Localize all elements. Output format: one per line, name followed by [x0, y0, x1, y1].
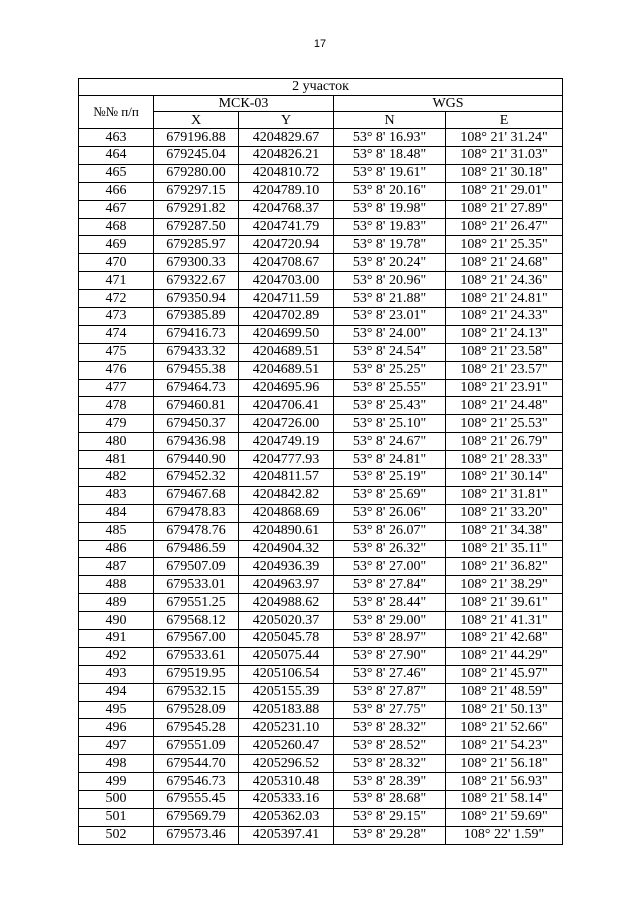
cell-msk-y: 4204842.82: [239, 486, 334, 504]
cell-wgs-e: 108° 21' 23.58": [446, 343, 563, 361]
cell-wgs-n: 53° 8' 19.98": [334, 200, 446, 218]
cell-wgs-n: 53° 8' 25.43": [334, 397, 446, 415]
cell-wgs-e: 108° 21' 23.91": [446, 379, 563, 397]
cell-point-number: 486: [79, 540, 154, 558]
header-y: Y: [239, 112, 334, 129]
table-row: [79, 630, 563, 648]
cell-msk-y: 4205045.78: [239, 630, 334, 648]
cell-wgs-e: 108° 21' 31.03": [446, 146, 563, 164]
cell-msk-x: 679532.15: [154, 683, 239, 701]
cell-msk-x: 679544.70: [154, 755, 239, 773]
cell-wgs-n: 53° 8' 24.67": [334, 433, 446, 451]
table-row: [79, 594, 563, 612]
header-msk-group: МСК-03: [154, 95, 334, 112]
cell-wgs-n: 53° 8' 26.06": [334, 504, 446, 522]
cell-wgs-e: 108° 21' 39.61": [446, 594, 563, 612]
cell-msk-x: 679196.88: [154, 129, 239, 147]
table-row: [79, 791, 563, 809]
cell-msk-y: 4205296.52: [239, 755, 334, 773]
cell-msk-x: 679300.33: [154, 254, 239, 272]
cell-wgs-e: 108° 21' 48.59": [446, 683, 563, 701]
cell-msk-y: 4205333.16: [239, 791, 334, 809]
cell-msk-x: 679416.73: [154, 325, 239, 343]
cell-msk-y: 4205397.41: [239, 826, 334, 844]
cell-msk-x: 679450.37: [154, 415, 239, 433]
cell-wgs-e: 108° 21' 59.69": [446, 808, 563, 826]
cell-msk-x: 679350.94: [154, 290, 239, 308]
table-row: [79, 683, 563, 701]
cell-wgs-n: 53° 8' 28.32": [334, 755, 446, 773]
cell-wgs-n: 53° 8' 19.83": [334, 218, 446, 236]
cell-msk-x: 679436.98: [154, 433, 239, 451]
cell-msk-y: 4204789.10: [239, 182, 334, 200]
cell-msk-y: 4204695.96: [239, 379, 334, 397]
cell-wgs-e: 108° 21' 30.18": [446, 164, 563, 182]
cell-point-number: 464: [79, 146, 154, 164]
cell-wgs-n: 53° 8' 24.81": [334, 451, 446, 469]
cell-point-number: 484: [79, 504, 154, 522]
cell-wgs-e: 108° 21' 45.97": [446, 665, 563, 683]
cell-msk-y: 4204936.39: [239, 558, 334, 576]
cell-point-number: 499: [79, 773, 154, 791]
table-row: [79, 826, 563, 844]
table-row: [79, 146, 563, 164]
cell-wgs-e: 108° 21' 23.57": [446, 361, 563, 379]
cell-msk-y: 4204768.37: [239, 200, 334, 218]
cell-wgs-n: 53° 8' 20.16": [334, 182, 446, 200]
cell-wgs-n: 53° 8' 29.00": [334, 612, 446, 630]
table-row: [79, 504, 563, 522]
cell-point-number: 474: [79, 325, 154, 343]
table-row: [79, 236, 563, 254]
table-row: [79, 647, 563, 665]
page-number: 17: [313, 38, 327, 50]
cell-msk-y: 4204711.59: [239, 290, 334, 308]
table-row: [79, 755, 563, 773]
cell-wgs-n: 53° 8' 27.84": [334, 576, 446, 594]
cell-wgs-e: 108° 21' 36.82": [446, 558, 563, 576]
table-row: [79, 182, 563, 200]
table-row: [79, 415, 563, 433]
cell-point-number: 496: [79, 719, 154, 737]
table-row: [79, 164, 563, 182]
cell-msk-x: 679297.15: [154, 182, 239, 200]
cell-wgs-n: 53° 8' 28.32": [334, 719, 446, 737]
table-row: [79, 290, 563, 308]
cell-msk-y: 4204826.21: [239, 146, 334, 164]
table-row: [79, 272, 563, 290]
cell-wgs-n: 53° 8' 28.39": [334, 773, 446, 791]
cell-wgs-n: 53° 8' 24.00": [334, 325, 446, 343]
table-row: [79, 129, 563, 147]
cell-wgs-e: 108° 21' 34.38": [446, 522, 563, 540]
cell-wgs-n: 53° 8' 18.48": [334, 146, 446, 164]
cell-msk-y: 4204811.57: [239, 468, 334, 486]
cell-wgs-n: 53° 8' 27.46": [334, 665, 446, 683]
cell-wgs-n: 53° 8' 27.87": [334, 683, 446, 701]
cell-wgs-e: 108° 21' 31.81": [446, 486, 563, 504]
cell-msk-y: 4204706.41: [239, 397, 334, 415]
table-row: [79, 361, 563, 379]
header-row-groups: [79, 95, 563, 112]
cell-wgs-e: 108° 21' 42.68": [446, 630, 563, 648]
cell-point-number: 472: [79, 290, 154, 308]
cell-msk-y: 4204868.69: [239, 504, 334, 522]
table-row: [79, 343, 563, 361]
cell-point-number: 500: [79, 791, 154, 809]
cell-wgs-e: 108° 21' 24.33": [446, 307, 563, 325]
cell-wgs-e: 108° 21' 25.35": [446, 236, 563, 254]
cell-wgs-n: 53° 8' 28.52": [334, 737, 446, 755]
cell-wgs-n: 53° 8' 23.01": [334, 307, 446, 325]
cell-wgs-n: 53° 8' 26.32": [334, 540, 446, 558]
cell-point-number: 494: [79, 683, 154, 701]
cell-point-number: 463: [79, 129, 154, 147]
cell-msk-x: 679545.28: [154, 719, 239, 737]
cell-msk-x: 679568.12: [154, 612, 239, 630]
table-row: [79, 451, 563, 469]
cell-wgs-n: 53° 8' 27.75": [334, 701, 446, 719]
cell-wgs-n: 53° 8' 27.00": [334, 558, 446, 576]
header-wgs-group: WGS: [334, 95, 563, 112]
table-row: [79, 307, 563, 325]
cell-msk-y: 4204708.67: [239, 254, 334, 272]
header-e: E: [446, 112, 563, 129]
cell-msk-y: 4204699.50: [239, 325, 334, 343]
cell-point-number: 488: [79, 576, 154, 594]
cell-point-number: 475: [79, 343, 154, 361]
cell-msk-x: 679455.38: [154, 361, 239, 379]
cell-wgs-e: 108° 21' 24.68": [446, 254, 563, 272]
cell-wgs-e: 108° 22' 1.59": [446, 826, 563, 844]
cell-wgs-n: 53° 8' 28.97": [334, 630, 446, 648]
cell-msk-y: 4205260.47: [239, 737, 334, 755]
cell-wgs-e: 108° 21' 56.93": [446, 773, 563, 791]
table-body: [79, 129, 563, 845]
cell-wgs-e: 108° 21' 56.18": [446, 755, 563, 773]
cell-msk-x: 679287.50: [154, 218, 239, 236]
cell-point-number: 476: [79, 361, 154, 379]
table-row: [79, 558, 563, 576]
cell-msk-y: 4204689.51: [239, 361, 334, 379]
cell-msk-x: 679546.73: [154, 773, 239, 791]
cell-msk-x: 679280.00: [154, 164, 239, 182]
cell-point-number: 473: [79, 307, 154, 325]
table-row: [79, 665, 563, 683]
cell-point-number: 498: [79, 755, 154, 773]
cell-msk-x: 679460.81: [154, 397, 239, 415]
cell-point-number: 477: [79, 379, 154, 397]
table-row: [79, 200, 563, 218]
cell-msk-x: 679291.82: [154, 200, 239, 218]
cell-wgs-n: 53° 8' 19.78": [334, 236, 446, 254]
cell-msk-x: 679569.79: [154, 808, 239, 826]
cell-point-number: 483: [79, 486, 154, 504]
cell-wgs-e: 108° 21' 52.66": [446, 719, 563, 737]
cell-msk-x: 679507.09: [154, 558, 239, 576]
cell-wgs-n: 53° 8' 20.24": [334, 254, 446, 272]
cell-msk-y: 4205155.39: [239, 683, 334, 701]
cell-msk-x: 679519.95: [154, 665, 239, 683]
table-row: [79, 576, 563, 594]
table-row: [79, 218, 563, 236]
cell-wgs-n: 53° 8' 19.61": [334, 164, 446, 182]
cell-point-number: 478: [79, 397, 154, 415]
cell-msk-y: 4204741.79: [239, 218, 334, 236]
cell-wgs-n: 53° 8' 25.55": [334, 379, 446, 397]
cell-wgs-n: 53° 8' 26.07": [334, 522, 446, 540]
cell-msk-x: 679464.73: [154, 379, 239, 397]
cell-wgs-e: 108° 21' 24.81": [446, 290, 563, 308]
cell-wgs-e: 108° 21' 24.48": [446, 397, 563, 415]
header-x: X: [154, 112, 239, 129]
cell-msk-x: 679533.61: [154, 647, 239, 665]
cell-msk-y: 4205020.37: [239, 612, 334, 630]
cell-msk-y: 4205183.88: [239, 701, 334, 719]
cell-msk-x: 679467.68: [154, 486, 239, 504]
cell-msk-y: 4204904.32: [239, 540, 334, 558]
cell-wgs-e: 108° 21' 44.29": [446, 647, 563, 665]
header-row-section: [79, 79, 563, 96]
table-header: [79, 79, 563, 129]
cell-msk-x: 679573.46: [154, 826, 239, 844]
cell-point-number: 485: [79, 522, 154, 540]
cell-msk-x: 679486.59: [154, 540, 239, 558]
table-row: [79, 773, 563, 791]
cell-wgs-n: 53° 8' 24.54": [334, 343, 446, 361]
cell-msk-y: 4204703.00: [239, 272, 334, 290]
cell-msk-y: 4205075.44: [239, 647, 334, 665]
cell-wgs-n: 53° 8' 25.25": [334, 361, 446, 379]
table-row: [79, 397, 563, 415]
table-row: [79, 522, 563, 540]
cell-point-number: 466: [79, 182, 154, 200]
cell-point-number: 489: [79, 594, 154, 612]
cell-msk-y: 4204689.51: [239, 343, 334, 361]
cell-msk-x: 679322.67: [154, 272, 239, 290]
cell-wgs-n: 53° 8' 20.96": [334, 272, 446, 290]
cell-msk-y: 4204988.62: [239, 594, 334, 612]
cell-point-number: 467: [79, 200, 154, 218]
cell-msk-y: 4204963.97: [239, 576, 334, 594]
cell-msk-x: 679533.01: [154, 576, 239, 594]
cell-wgs-n: 53° 8' 25.69": [334, 486, 446, 504]
table-row: [79, 737, 563, 755]
cell-msk-x: 679555.45: [154, 791, 239, 809]
cell-msk-y: 4205231.10: [239, 719, 334, 737]
cell-msk-x: 679478.83: [154, 504, 239, 522]
table-row: [79, 719, 563, 737]
cell-msk-y: 4204726.00: [239, 415, 334, 433]
cell-point-number: 480: [79, 433, 154, 451]
cell-msk-y: 4204829.67: [239, 129, 334, 147]
table-row: [79, 486, 563, 504]
cell-msk-y: 4204777.93: [239, 451, 334, 469]
cell-wgs-e: 108° 21' 27.89": [446, 200, 563, 218]
table-row: [79, 379, 563, 397]
cell-wgs-e: 108° 21' 54.23": [446, 737, 563, 755]
cell-point-number: 492: [79, 647, 154, 665]
cell-wgs-n: 53° 8' 29.28": [334, 826, 446, 844]
table-row: [79, 540, 563, 558]
cell-wgs-e: 108° 21' 33.20": [446, 504, 563, 522]
cell-point-number: 493: [79, 665, 154, 683]
cell-wgs-n: 53° 8' 25.10": [334, 415, 446, 433]
table-row: [79, 612, 563, 630]
cell-wgs-n: 53° 8' 28.44": [334, 594, 446, 612]
cell-wgs-n: 53° 8' 28.68": [334, 791, 446, 809]
cell-wgs-e: 108° 21' 41.31": [446, 612, 563, 630]
cell-msk-x: 679551.25: [154, 594, 239, 612]
cell-point-number: 481: [79, 451, 154, 469]
cell-msk-y: 4204810.72: [239, 164, 334, 182]
cell-point-number: 502: [79, 826, 154, 844]
cell-msk-x: 679452.32: [154, 468, 239, 486]
table-row: [79, 433, 563, 451]
cell-point-number: 491: [79, 630, 154, 648]
coordinates-table: [78, 78, 563, 845]
cell-msk-y: 4204702.89: [239, 307, 334, 325]
cell-wgs-e: 108° 21' 28.33": [446, 451, 563, 469]
cell-wgs-n: 53° 8' 16.93": [334, 129, 446, 147]
cell-msk-y: 4205362.03: [239, 808, 334, 826]
cell-msk-x: 679440.90: [154, 451, 239, 469]
table-row: [79, 808, 563, 826]
cell-point-number: 497: [79, 737, 154, 755]
cell-point-number: 501: [79, 808, 154, 826]
cell-msk-x: 679285.97: [154, 236, 239, 254]
cell-wgs-e: 108° 21' 24.13": [446, 325, 563, 343]
table-row: [79, 325, 563, 343]
cell-point-number: 468: [79, 218, 154, 236]
cell-wgs-n: 53° 8' 21.88": [334, 290, 446, 308]
header-n: N: [334, 112, 446, 129]
cell-wgs-e: 108° 21' 26.79": [446, 433, 563, 451]
cell-wgs-e: 108° 21' 29.01": [446, 182, 563, 200]
cell-msk-y: 4205106.54: [239, 665, 334, 683]
cell-point-number: 469: [79, 236, 154, 254]
cell-point-number: 482: [79, 468, 154, 486]
cell-wgs-n: 53° 8' 29.15": [334, 808, 446, 826]
cell-msk-x: 679478.76: [154, 522, 239, 540]
cell-point-number: 465: [79, 164, 154, 182]
cell-point-number: 490: [79, 612, 154, 630]
cell-point-number: 471: [79, 272, 154, 290]
cell-wgs-e: 108° 21' 26.47": [446, 218, 563, 236]
cell-wgs-n: 53° 8' 25.19": [334, 468, 446, 486]
cell-wgs-e: 108° 21' 30.14": [446, 468, 563, 486]
cell-point-number: 470: [79, 254, 154, 272]
cell-wgs-e: 108° 21' 35.11": [446, 540, 563, 558]
cell-wgs-e: 108° 21' 31.24": [446, 129, 563, 147]
cell-msk-x: 679567.00: [154, 630, 239, 648]
cell-msk-y: 4205310.48: [239, 773, 334, 791]
cell-wgs-n: 53° 8' 27.90": [334, 647, 446, 665]
table-row: [79, 254, 563, 272]
cell-wgs-e: 108° 21' 50.13": [446, 701, 563, 719]
header-point-number: №№ п/п: [79, 95, 154, 128]
cell-point-number: 495: [79, 701, 154, 719]
cell-msk-y: 4204720.94: [239, 236, 334, 254]
cell-wgs-e: 108° 21' 38.29": [446, 576, 563, 594]
cell-msk-y: 4204890.61: [239, 522, 334, 540]
cell-wgs-e: 108° 21' 58.14": [446, 791, 563, 809]
table-row: [79, 468, 563, 486]
cell-msk-x: 679245.04: [154, 146, 239, 164]
cell-wgs-e: 108° 21' 24.36": [446, 272, 563, 290]
cell-point-number: 487: [79, 558, 154, 576]
section-title: 2 участок: [79, 79, 563, 96]
cell-msk-x: 679528.09: [154, 701, 239, 719]
cell-msk-x: 679551.09: [154, 737, 239, 755]
cell-msk-x: 679433.32: [154, 343, 239, 361]
cell-msk-x: 679385.89: [154, 307, 239, 325]
cell-msk-y: 4204749.19: [239, 433, 334, 451]
cell-wgs-e: 108° 21' 25.53": [446, 415, 563, 433]
table-row: [79, 701, 563, 719]
cell-point-number: 479: [79, 415, 154, 433]
